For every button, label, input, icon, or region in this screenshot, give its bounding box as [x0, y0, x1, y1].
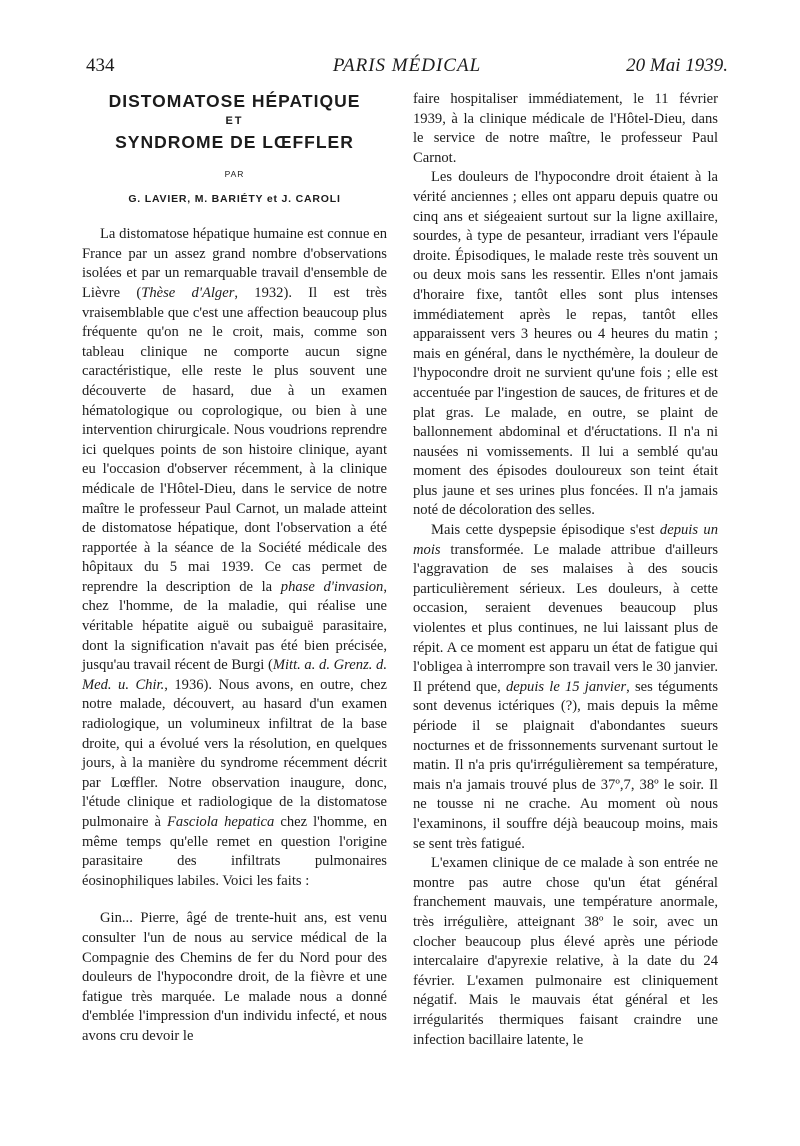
- pain-history-paragraph: Les douleurs de l'hypocondre droit étaient à la vérité anciennes ; elles ont apparu depuis quatre ou cinq ans et siégeaient surtout sur la ligne axillaire, sourdes, à type de pesanteur, irradiant vers l'épaule droite. Épisodiques, le malade reste très souvent un ou deux mois sans les ressentir. Elles n'ont jamais d'horaire fixe, tantôt elles sont plus intenses immédiatement après le repas, tantôt elles apparaissent vers 3 heures ou 4 heures du matin ; mais en général, dans le nycthémère, la douleur de l'hypocondre droit ne survient qu'une fois ; elle est accentuée par l'ingestion de sauces, de fritures et de plat gras. Le malade, en outre, se plaint de ballonnement abdominal et d'éructations. Il n'a ni nausées ni vomissements. Il lui a semblé qu'au moment des épisodes douloureux son teint était plus jaune et ses urines plus foncées. Il n'a jamais noté de décoloration des selles.: [413, 169, 718, 519]
- page-number: 434: [86, 55, 115, 76]
- case-paragraph-start: Gin... Pierre, âgé de trente-huit ans, est venu consulter l'un de nous au service médical de la Compagnie des Chemins de fer du Nord pour des douleurs de l'hypocondre droit, de la fièvre et une fatigue très marquée. Le malade nous a donné d'emblée l'impression d'un individu infecté, et nous avons cru devoir le: [82, 910, 387, 1044]
- dyspepsia-paragraph: Mais cette dyspepsie épisodique s'est depuis un mois transformée. Le malade attribue d'ailleurs l'aggravation de ses malaises à des soucis particulièrement sérieux. Les douleurs, à cette occasion, seraient devenues beaucoup plus violentes et plus continues, ne lui laissant plus de répit. A ce moment est apparu un état de fatigue qui l'obligea à interrompre son travail vers le 30 janvier. Il prétend que, depuis le 15 janvier, ses téguments sont devenus ictériques (?), mais depuis la même période il se plaignait d'abondantes sueurs nocturnes et de frissonnements survenant surtout le matin. Il n'a pris qu'irrégulièrement sa température, mais n'a jamais trouvé plus de 37º,7, 38º le soir. Il ne tousse ni ne crache. Au moment où nous l'examinons, il souffre déjà beaucoup moins, mais se sent très fatigué.: [413, 522, 718, 852]
- left-column: [82, 90, 387, 1047]
- article-title-line3: SYNDROME DE LŒFFLER: [115, 132, 354, 152]
- right-column: [413, 90, 718, 1050]
- intro-paragraph: La distomatose hépatique humaine est connue en France par un assez grand nombre d'observations isolées et par un remarquable travail d'ensemble de Lièvre (Thèse d'Alger, 1932). Il est très vraisemblable que c'est une affection beaucoup plus fréquente qu'on ne le croit, mais, comme son tableau clinique ne comporte aucun signe caractéristique, elle reste le plus souvent une découverte de hasard, due à un examen hématologique ou coprologique, ou bien à une intervention chirurgicale. Nous voudrions reprendre ici quelques points de son histoire clinique, ayant eu l'occasion d'observer récemment, à la clinique médicale de l'Hôtel-Dieu, dans le service de notre maître le professeur Paul Carnot, un malade atteint de distomatose hépatique, dont l'observation a été rapportée à la séance de la Société médicale des hôpitaux du 5 mai 1939. Ce cas permet de reprendre la description de la phase d'invasion, chez l'homme, de la maladie, qui réalise une véritable hépatite aiguë ou subaiguë parasitaire, dont la signification n'avait pas été bien précisée, jusqu'au travail récent de Burgi (Mitt. a. d. Grenz. d. Med. u. Chir., 1936). Nous avons, en outre, chez notre malade, découvert, au hasard d'un examen radiologique, un volumineux infiltrat de la base droite, qui a évolué vers la résolution, en quelques jours, à la manière du syndrome récemment décrit par Lœffler. Notre observation inaugure, donc, l'étude clinique et radiologique de la distomatose pulmonaire à Fasciola hepatica chez l'homme, en même temps qu'elle remet en question l'origine parasitaire des infiltrats pulmonaires éosinophiliques labiles. Voici les faits :: [82, 226, 387, 889]
- byline-par: PAR: [224, 169, 245, 179]
- journal-title: PARIS MÉDICAL: [332, 55, 482, 76]
- running-header: [86, 55, 728, 85]
- article-title-line2: ET: [225, 115, 244, 127]
- authors: G. LAVIER, M. BARIÉTY et J. CAROLI: [128, 192, 341, 205]
- issue-date: 20 Mai 1939.: [626, 55, 728, 76]
- clinical-exam-paragraph: L'examen clinique de ce malade à son entrée ne montre pas autre chose qu'un état général franchement mauvais, une température anormale, très irrégulière, atteignant 38º le soir, avec un clocher beaucoup plus élevé après une période intercalaire d'apyrexie relative, à la date du 24 février. L'examen pulmonaire est cliniquement négatif. Mais le mauvais état général et les irrégularités thermiques faisant craindre une infection bacillaire latente, le: [413, 855, 718, 1048]
- article-title-line1: DISTOMATOSE HÉPATIQUE: [108, 91, 361, 111]
- case-paragraph-continued: faire hospitaliser immédiatement, le 11 février 1939, à la clinique médicale de l'Hôtel-Dieu, dans le service de notre maître, le professeur Paul Carnot.: [413, 91, 718, 166]
